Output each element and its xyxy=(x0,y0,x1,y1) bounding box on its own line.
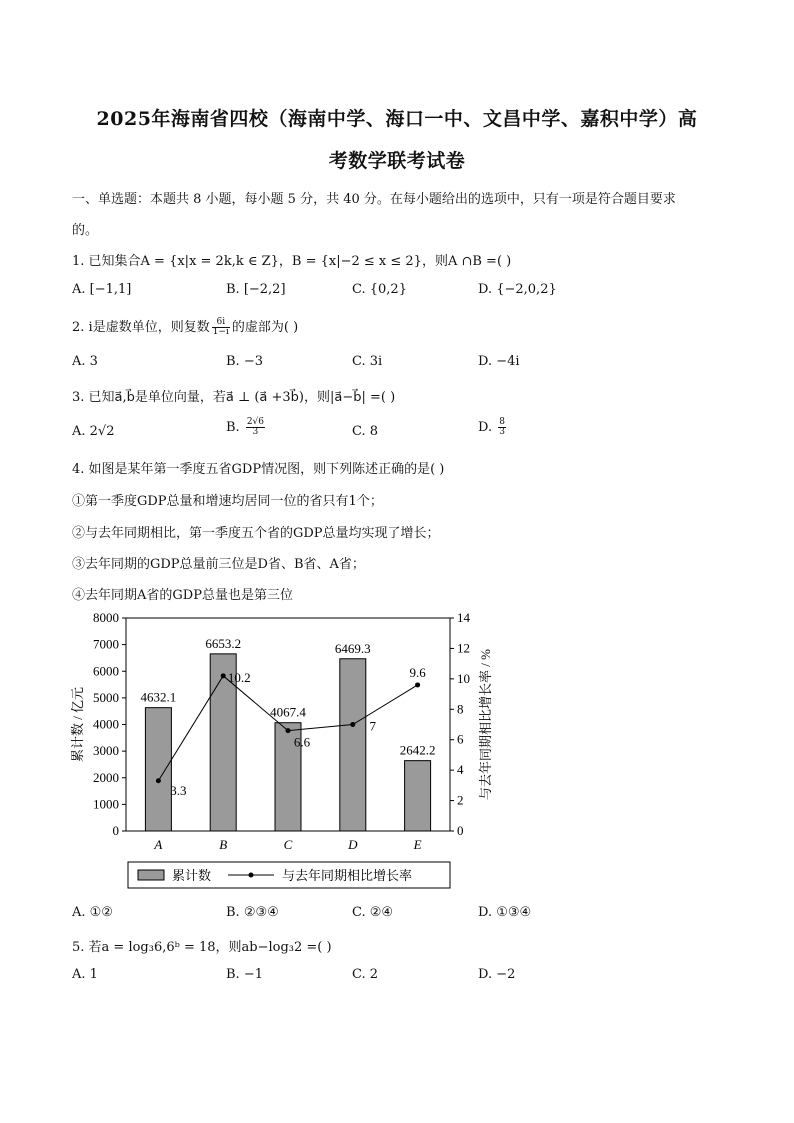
question-2-option-b[interactable]: B. −3 xyxy=(226,354,263,369)
bar-value-label: 2642.2 xyxy=(399,742,436,758)
fraction-denominator: 1−i xyxy=(212,327,229,337)
page-title-line2: 考数学联考试卷 xyxy=(328,150,466,172)
page-title-line1: 2025年海南省四校（海南中学、海口一中、文昌中学、嘉积中学）高 xyxy=(96,108,698,130)
legend-line-label: 与去年同期相比增长率 xyxy=(282,868,413,883)
x-axis-tick-label: A xyxy=(154,837,163,852)
bar xyxy=(340,659,366,831)
right-axis-tick-label: 14 xyxy=(457,610,470,625)
question-3-stem: 3. 已知a⃗,b⃗是单位向量，若a⃗ ⊥ (a⃗ +3b⃗)，则|a⃗−b⃗| =( ) xyxy=(72,390,396,405)
growth-point xyxy=(221,673,226,678)
left-axis-tick-label: 8000 xyxy=(93,610,119,625)
bar xyxy=(405,761,431,831)
growth-point xyxy=(286,728,291,733)
legend-line-marker xyxy=(249,873,254,878)
left-axis-tick-label: 6000 xyxy=(93,663,119,679)
question-4-statement-3: ③去年同期的GDP总量前三位是D省、B省、A省； xyxy=(72,557,365,572)
question-1-option-a[interactable]: A. [−1,1] xyxy=(72,282,132,297)
bar xyxy=(145,708,171,831)
question-5-option-a[interactable]: A. 1 xyxy=(72,967,98,982)
growth-point xyxy=(415,682,420,687)
question-2-option-a[interactable]: A. 3 xyxy=(72,354,98,369)
question-1-option-d[interactable]: D. {−2,0,2} xyxy=(478,282,557,297)
question-5-stem: 5. 若a = log₃6,6ᵇ = 18，则ab−log₃2 =( ) xyxy=(72,940,332,955)
left-axis-tick-label: 2000 xyxy=(93,769,119,785)
section-heading: 一、单选题：本题共 8 小题，每小题 5 分，共 40 分。在每小题给出的选项中，只有一项是符合题目要求 xyxy=(72,192,676,207)
question-1-option-b[interactable]: B. [−2,2] xyxy=(226,282,286,297)
fraction-numerator: 2√6 xyxy=(246,417,265,427)
x-axis-tick-label: E xyxy=(413,837,422,852)
left-axis-tick-label: 1000 xyxy=(93,796,119,812)
option-label: D. xyxy=(478,420,493,435)
question-3-option-a[interactable]: A. 2√2 xyxy=(72,424,115,439)
x-axis-tick-label: B xyxy=(219,837,228,852)
legend-bar-label: 累计数 xyxy=(172,868,212,883)
question-4-option-d[interactable]: D. ①③④ xyxy=(478,905,532,920)
question-4-option-a[interactable]: A. ①② xyxy=(72,905,113,920)
question-5-option-b[interactable]: B. −1 xyxy=(226,967,263,982)
question-5-option-c[interactable]: C. 2 xyxy=(352,967,379,982)
question-4-stem: 4. 如图是某年第一季度五省GDP情况图，则下列陈述正确的是( ) xyxy=(72,462,445,477)
growth-point xyxy=(350,722,355,727)
left-axis-label: 累计数 / 亿元 xyxy=(70,686,85,763)
fraction-numerator: 8 xyxy=(499,417,505,427)
bar-value-label: 6469.3 xyxy=(334,640,371,656)
growth-point xyxy=(156,778,161,783)
question-4-option-c[interactable]: C. ②④ xyxy=(352,905,394,920)
question-3-option-b[interactable] xyxy=(226,418,267,437)
right-axis-tick-label: 12 xyxy=(457,640,470,656)
question-4-statement-4: ④去年同期A省的GDP总量也是第三位 xyxy=(72,588,293,603)
left-axis-tick-label: 0 xyxy=(112,823,119,838)
question-5-option-d[interactable]: D. −2 xyxy=(478,967,516,982)
option-b-fraction xyxy=(246,418,265,437)
question-4-statement-1: ①第一季度GDP总量和增速均居同一位的省只有1个； xyxy=(72,494,383,509)
bar-value-label: 6653.2 xyxy=(205,635,242,651)
fraction-denominator: 3 xyxy=(252,427,259,437)
left-axis-tick-label: 5000 xyxy=(93,689,119,705)
question-2-stem-pre: 2. i是虚数单位，则复数 xyxy=(72,320,210,335)
question-1-stem: 1. 已知集合A = {x|x = 2k,k ∈ Z}，B = {x|−2 ≤ x ≤ 2}，则A ∩B =( ) xyxy=(72,254,512,269)
question-3-option-d[interactable] xyxy=(478,418,508,437)
question-3-option-c[interactable]: C. 8 xyxy=(352,424,379,439)
fraction-denominator: 3 xyxy=(499,427,505,437)
right-axis-tick-label: 8 xyxy=(457,701,464,717)
right-axis-tick-label: 0 xyxy=(457,823,464,838)
option-d-fraction xyxy=(498,418,506,437)
bar-value-label: 4067.4 xyxy=(270,704,306,720)
fraction-numerator: 6i xyxy=(212,318,230,328)
right-axis-tick-label: 10 xyxy=(457,670,470,686)
section-heading-cont: 的。 xyxy=(72,223,99,238)
bar-value-label: 4632.1 xyxy=(140,689,177,705)
question-1-option-c[interactable]: C. {0,2} xyxy=(352,282,407,297)
question-4-option-b[interactable]: B. ②③④ xyxy=(226,905,279,920)
growth-value-label: 6.6 xyxy=(293,734,311,750)
right-axis-tick-label: 6 xyxy=(457,731,464,747)
x-axis-tick-label: C xyxy=(283,837,293,852)
right-axis-label: 与去年同期相比增长率 / % xyxy=(478,649,493,800)
right-axis-tick-label: 4 xyxy=(457,762,464,778)
left-axis-tick-label: 4000 xyxy=(93,716,119,732)
question-2-stem-post: 的虚部为( ) xyxy=(231,320,299,335)
question-2-option-c[interactable]: C. 3i xyxy=(352,354,383,369)
x-axis-tick-label: D xyxy=(348,837,358,852)
growth-value-label: 3.3 xyxy=(170,782,187,798)
growth-value-label: 10.2 xyxy=(227,669,251,685)
question-4-statement-2: ②与去年同期相比，第一季度五个省的GDP总量均实现了增长； xyxy=(72,526,440,541)
right-axis-tick-label: 2 xyxy=(457,792,464,808)
gdp-chart xyxy=(72,608,512,896)
growth-value-label: 9.6 xyxy=(409,664,426,680)
question-2-stem xyxy=(72,316,298,337)
question-2-option-d[interactable]: D. −4i xyxy=(478,354,520,369)
question-2-fraction xyxy=(212,318,230,337)
legend-bar-swatch xyxy=(138,870,164,880)
option-label: B. xyxy=(226,420,240,435)
growth-value-label: 7 xyxy=(369,718,377,734)
left-axis-tick-label: 3000 xyxy=(93,743,119,759)
left-axis-tick-label: 7000 xyxy=(93,636,119,652)
